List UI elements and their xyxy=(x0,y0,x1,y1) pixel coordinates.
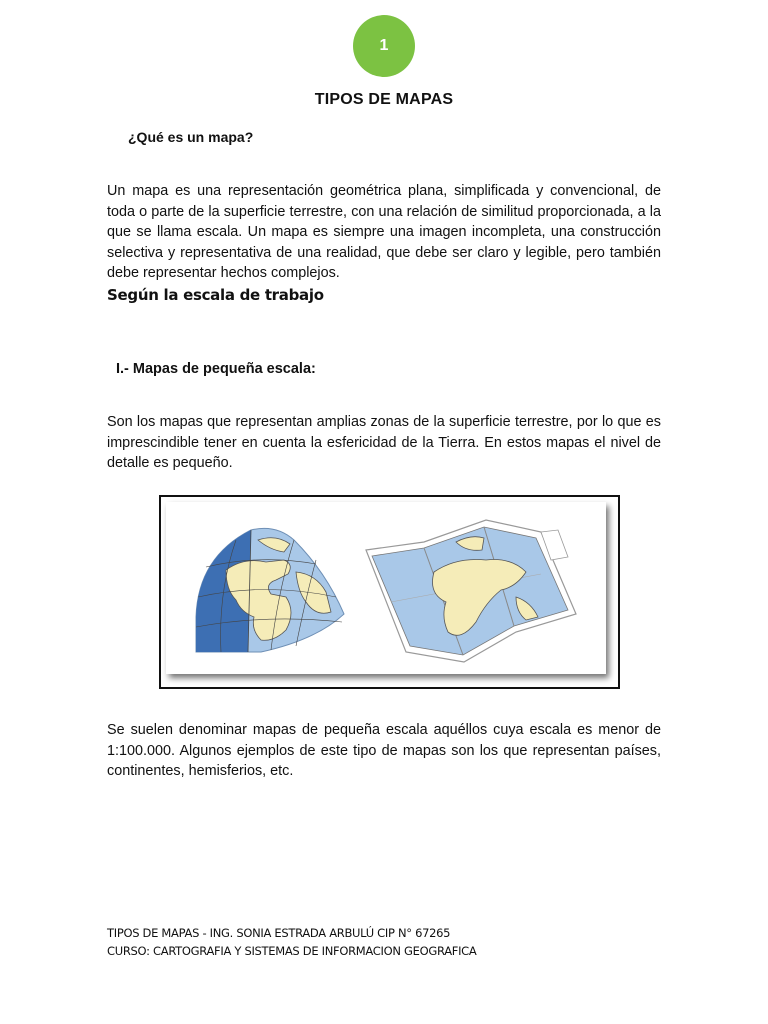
question-heading: ¿Qué es un mapa? xyxy=(128,129,254,145)
page-number-badge xyxy=(353,15,415,77)
footer-author: TIPOS DE MAPAS - ING. SONIA ESTRADA ARBULÚ CIP N° 67265 xyxy=(107,926,451,940)
footer-course: CURSO: CARTOGRAFIA Y SISTEMAS DE INFORMACION GEOGRAFICA xyxy=(107,944,477,958)
page-number: 1 xyxy=(379,37,389,54)
small-scale-paragraph: Son los mapas que representan amplias zonas de la superficie terrestre, por lo que es imprescindible tener en cuenta la esfericidad de la Tierra. En estos mapas el nivel de detalle es pequeño. xyxy=(107,414,661,471)
globe-segment-icon xyxy=(196,528,344,652)
folded-map-icon xyxy=(366,520,576,662)
definition-paragraph: Un mapa es una representación geométrica plana, simplificada y convencional, de toda o parte de la superficie terrestre, con una relación de similitud proporcionada, a la que se llama escala. Un mapa es siempre una imagen incompleta, una construcción selectiva y representativa de una realidad, que debe ser claro y legible, pero también debe representar hechos complejos. xyxy=(107,183,661,281)
section-heading: I.- Mapas de pequeña escala: xyxy=(116,361,316,377)
scale-examples-paragraph: Se suelen denominar mapas de pequeña escala aquéllos cuya escala es menor de 1:100.000. Algunos ejemplos de este tipo de mapas son los que representan países, continentes, hemisferios, etc. xyxy=(107,722,661,779)
maps-illustration xyxy=(166,502,606,674)
maps-figure xyxy=(159,495,620,689)
scale-heading: Según la escala de trabajo xyxy=(107,286,324,304)
page-title: TIPOS DE MAPAS xyxy=(314,91,454,108)
maps-figure-inner xyxy=(166,502,606,674)
